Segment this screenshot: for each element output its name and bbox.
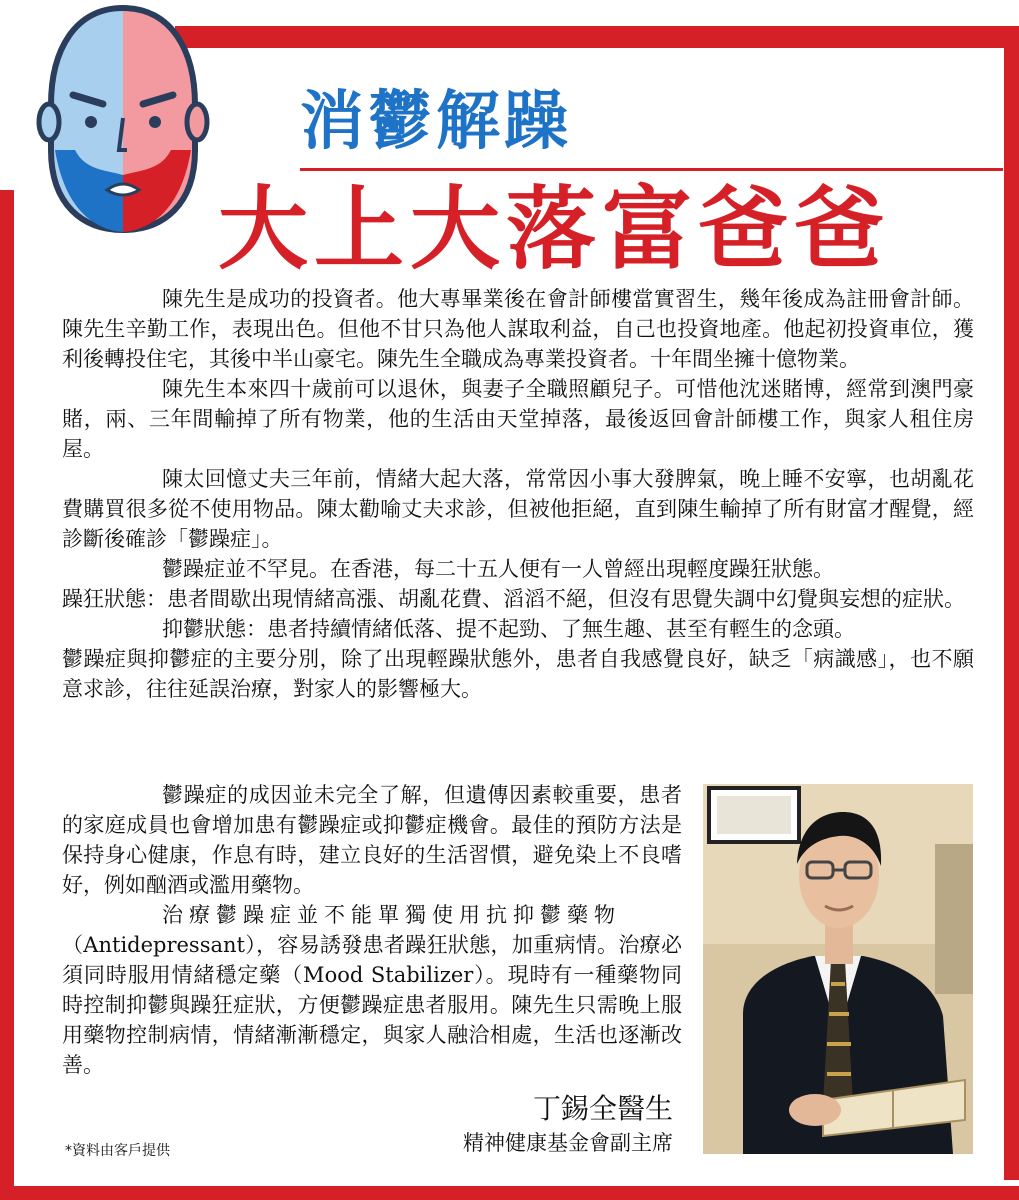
paragraph: 陳先生本來四十歲前可以退休，與妻子全職照顧兒子。可惜他沈迷賭博，經常到澳門豪賭，兩、三年間輸掉了所有物業，他的生活由天堂掉落，最後返回會計師樓工作，與家人租住房屋。 xyxy=(62,377,974,461)
paragraph: 治療鬱躁症並不能單獨使用抗抑鬱藥物 xyxy=(162,903,621,927)
paragraph: 鬱躁症與抑鬱症的主要分別，除了出現輕躁狀態外，患者自我感覺良好，缺乏「病識感」，也不願意求診，往往延誤治療，對家人的影響極大。 xyxy=(62,647,974,701)
title-divider xyxy=(300,168,1003,171)
paragraph: 陳先生是成功的投資者。他大專畢業後在會計師樓當實習生，幾年後成為註冊會計師。陳先生辛勤工作，表現出色。但他不甘只為他人謀取利益，自己也投資地產。他起初投資車位，獲利後轉投住宅，其後中半山豪宅。陳先生全職成為專業投資者。十年間坐擁十億物業。 xyxy=(62,287,974,371)
paragraph: 鬱躁症的成因並未完全了解，但遺傳因素較重要，患者的家庭成員也會增加患有鬱躁症或抑鬱症機會。最佳的預防方法是保持身心健康，作息有時，建立良好的生活習慣，避免染上不良嗜好，例如酗酒或濫用藥物。 xyxy=(62,783,682,897)
mascot-face-icon xyxy=(35,0,215,235)
article-body-narrow xyxy=(62,780,682,1080)
frame-right-bar xyxy=(1004,26,1019,1180)
paragraph: （Antidepressant），容易誘發患者躁狂狀態，加重病情。治療必須同時服用情緒穩定藥（Mood Stabilizer）。現時有一種藥物同時控制抑鬱與躁狂症狀，方便鬱躁症患者服用。陳先生只需晚上服用藥物控制病情，情緒漸漸穩定，與家人融洽相處，生活也逐漸改善。 xyxy=(62,933,682,1077)
headline-column-title: 消鬱解躁 xyxy=(300,85,572,159)
frame-left-bar xyxy=(0,190,14,1200)
frame-bottom-bar xyxy=(0,1186,1019,1200)
paragraph: 抑鬱狀態：患者持續情緒低落、提不起勁、了無生趣、甚至有輕生的念頭。 xyxy=(162,617,855,641)
paragraph: 鬱躁症並不罕見。在香港，每二十五人便有一人曾經出現輕度躁狂狀態。 xyxy=(162,557,834,581)
paragraph: 陳太回憶丈夫三年前，情緒大起大落，常常因小事大發脾氣，晚上睡不安寧，也胡亂花費購買很多從不使用物品。陳太勸喻丈夫求診，但被他拒絕，直到陳生輸掉了所有財富才醒覺，經診斷後確診「鬱躁症」。 xyxy=(62,467,974,551)
source-footnote: *資料由客戶提供 xyxy=(65,1143,170,1159)
headline-article-title: 大上大落富爸爸 xyxy=(218,177,890,282)
doctor-photo xyxy=(703,784,973,1154)
frame-top-bar xyxy=(175,26,1019,48)
doctor-title: 精神健康基金會副主席 xyxy=(463,1131,673,1155)
paragraph: 躁狂狀態：患者間歇出現情緒高漲、胡亂花費、滔滔不絕，但沒有思覺失調中幻覺與妄想的症狀。 xyxy=(62,587,965,611)
article-body xyxy=(62,284,974,704)
doctor-name: 丁錫全醫生 xyxy=(532,1092,673,1125)
